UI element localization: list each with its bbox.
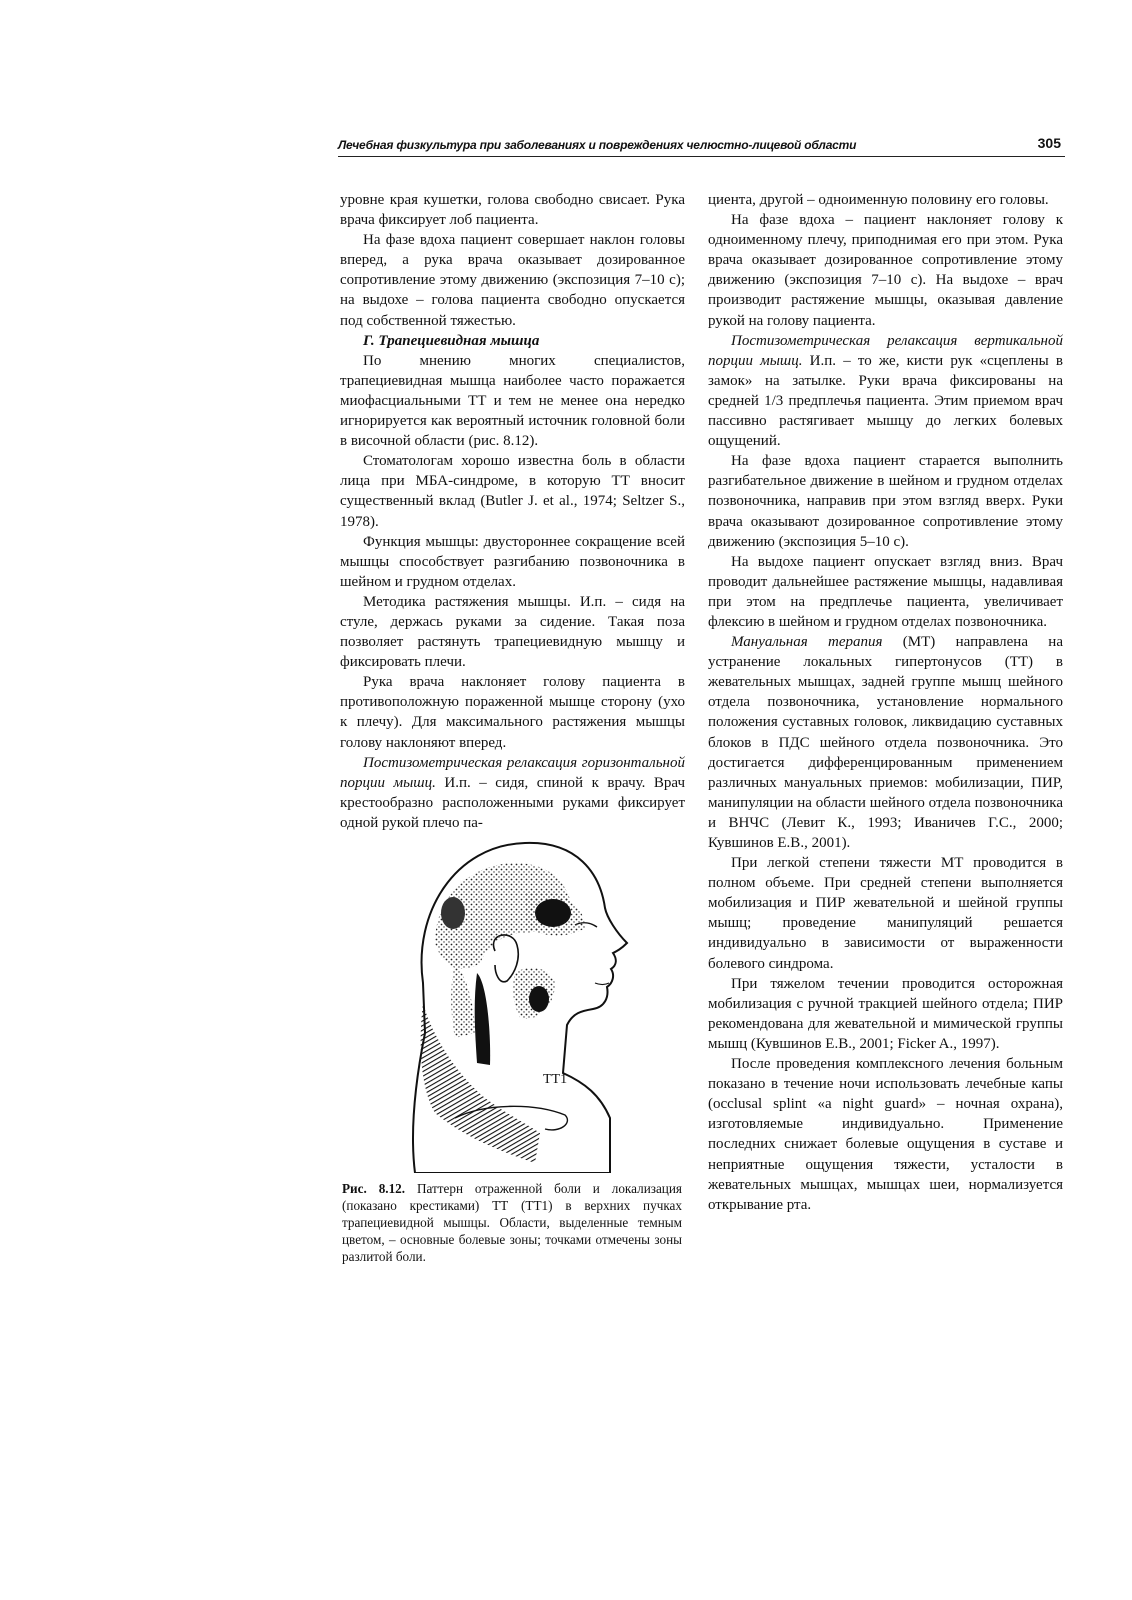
trigger-point-label: TT1 (543, 1072, 568, 1087)
section-heading: Г. Трапециевидная мышца (363, 332, 540, 349)
mouth-line (595, 983, 609, 985)
paragraph-lead: Постизометрическая релаксация вертикальной порции мышц. (708, 332, 1063, 369)
paragraph: циента, другой – одноименную половину его головы. (708, 192, 1049, 208)
paragraph (340, 753, 685, 833)
paragraph: На фазе вдоха пациент совершает наклон головы вперед, а рука врача оказывает дозированное сопротивление этому движению (экспозиция 7–10 с); на выдохе – голова пациента свободно опускается под собственной тяжестью. (340, 232, 685, 329)
paragraph-text: И.п. – то же, кисти рук «сцеплены в замок» на затылке. Руки врача фиксированы на средней 1/3 предплечья пациента. Этим приемом врач пассивно растягивает мышцу до легких болевых ощущений. (708, 352, 1063, 450)
paragraph-lead: Мануальная терапия (731, 634, 883, 651)
paragraph: По мнению многих специалистов, трапециевидная мышца наиболее часто поражается миофасциальными ТТ и тем не менее она нередко игнорируется как вероятный источник головной боли в височной области (рис. 8.12). (340, 352, 685, 450)
diffuse-pain-zone-neck (451, 963, 475, 1038)
paragraph: При легкой степени тяжести МТ проводится в полном объеме. При средней степени выполняется мобилизация и ПИР жевательной и шейной группы мышц; проведение манипуляций решается индивидуально в зависимости от выраженности болевого синдрома. (708, 855, 1063, 972)
paragraph-text: И.п. – сидя, спиной к врачу. Врач крестообразно расположенными руками фиксирует одной рукой плечо па- (340, 774, 685, 831)
paragraph-text: (МТ) направлена на устранение локальных гипертонусов (ТТ) в жевательных мышцах, задней группе мышц шейного отдела позвоночника, установление нормального положения суставных головок, ликвидацию суставных блоков в ПДС шейного отдела позвоночника. Это достигается дифференцированным применением различных мануальных приемов: мобилизации, ПИР, манипуляции на области шейного отдела позвоночника и ВНЧС (Левит К., 1993; Иваничев Г.С., 2000; Кувшинов Е.В., 2001). (708, 634, 1063, 851)
left-column (340, 190, 685, 833)
primary-pain-zone-temple (535, 899, 571, 927)
paragraph-lead: Постизометрическая релаксация горизонтальной порции мышц. (340, 754, 685, 791)
figure-caption (342, 1180, 682, 1265)
paragraph: Методика растяжения мышцы. И.п. – сидя на стуле, держась руками за сидение. Такая поза позволяет растянуть трапециевидную мышцу и фиксировать плечи. (340, 593, 685, 671)
head-neck-drawing (395, 833, 635, 1173)
running-header-title: Лечебная физкультура при заболеваниях и повреждениях челюстно-лицевой области (338, 138, 857, 152)
caption-text: Паттерн отраженной боли и локализация (показано крестиками) ТТ (ТТ1) в верхних пучках трапециевидной мышцы. Области, выделенные темным цветом, – основные болевые зоны; точками отмечены зоны разлитой боли. (342, 1181, 682, 1264)
paragraph: После проведения комплексного лечения больным показано в течение ночи использовать лечебные капы (occlusal splint «a night guard» – ночная охрана), изготовляемые индивидуально. Применение последних снижает болевые ощущения в суставе и неприятные ощущения тяжести, усталости в жевательных мышцах, мышцах шеи, нормализуется открывание рта. (708, 1056, 1063, 1213)
figure-illustration (395, 833, 635, 1173)
paragraph: Рука врача наклоняет голову пациента в противоположную пораженной мышце сторону (ухо к плечу). Для максимального растяжения мышцы голову наклоняют вперед. (340, 674, 685, 751)
paragraph (708, 632, 1063, 853)
paragraph: При тяжелом течении проводится осторожная мобилизация с ручной тракцией шейного отдела; ПИР рекомендована для жевательной и мимической группы мышц (Кувшинов Е.В., 2001; Ficker A., 1997). (708, 975, 1063, 1052)
right-column (708, 190, 1063, 1215)
primary-pain-zone-occiput (441, 897, 465, 929)
paragraph: Стоматологам хорошо известна боль в области лица при МБА-синдроме, в которую ТТ вносит существенный вклад (Butler J. et al., 1974; Seltzer S., 1978). (340, 453, 685, 530)
paragraph: На фазе вдоха пациент старается выполнить разгибательное движение в шейном и грудном отделах позвоночника, направив при этом взгляд вверх. Руки врача оказывают дозированное сопротивление этому движению (экспозиция 5–10 с). (708, 453, 1063, 550)
page-number: 305 (1037, 135, 1061, 151)
running-header (338, 134, 1065, 157)
paragraph (708, 331, 1063, 452)
paragraph: Функция мышцы: двустороннее сокращение всей мышцы способствует разгибанию позвоночника в шейном и грудном отделах. (340, 533, 685, 590)
primary-pain-zone-jaw (529, 986, 549, 1012)
caption-number: Рис. 8.12. (342, 1181, 406, 1196)
paragraph: уровне края кушетки, голова свободно свисает. Рука врача фиксирует лоб пациента. (340, 192, 685, 229)
paragraph: На выдохе пациент опускает взгляд вниз. Врач проводит дальнейшее растяжение мышцы, надавливая при этом на предплечье пациента, увеличивает флексию в шейном и грудном отделах позвоночника. (708, 553, 1063, 630)
ear-outline (493, 935, 518, 982)
paragraph: На фазе вдоха – пациент наклоняет голову к одноименному плечу, приподнимая его при этом. Рука врача оказывает дозированное сопротивление этому движению (экспозиция 7–10 с). На выдохе – врач производит растяжение мышцы, оказывая давление рукой на голову пациента. (708, 212, 1063, 329)
primary-pain-zone-neck (475, 973, 490, 1065)
